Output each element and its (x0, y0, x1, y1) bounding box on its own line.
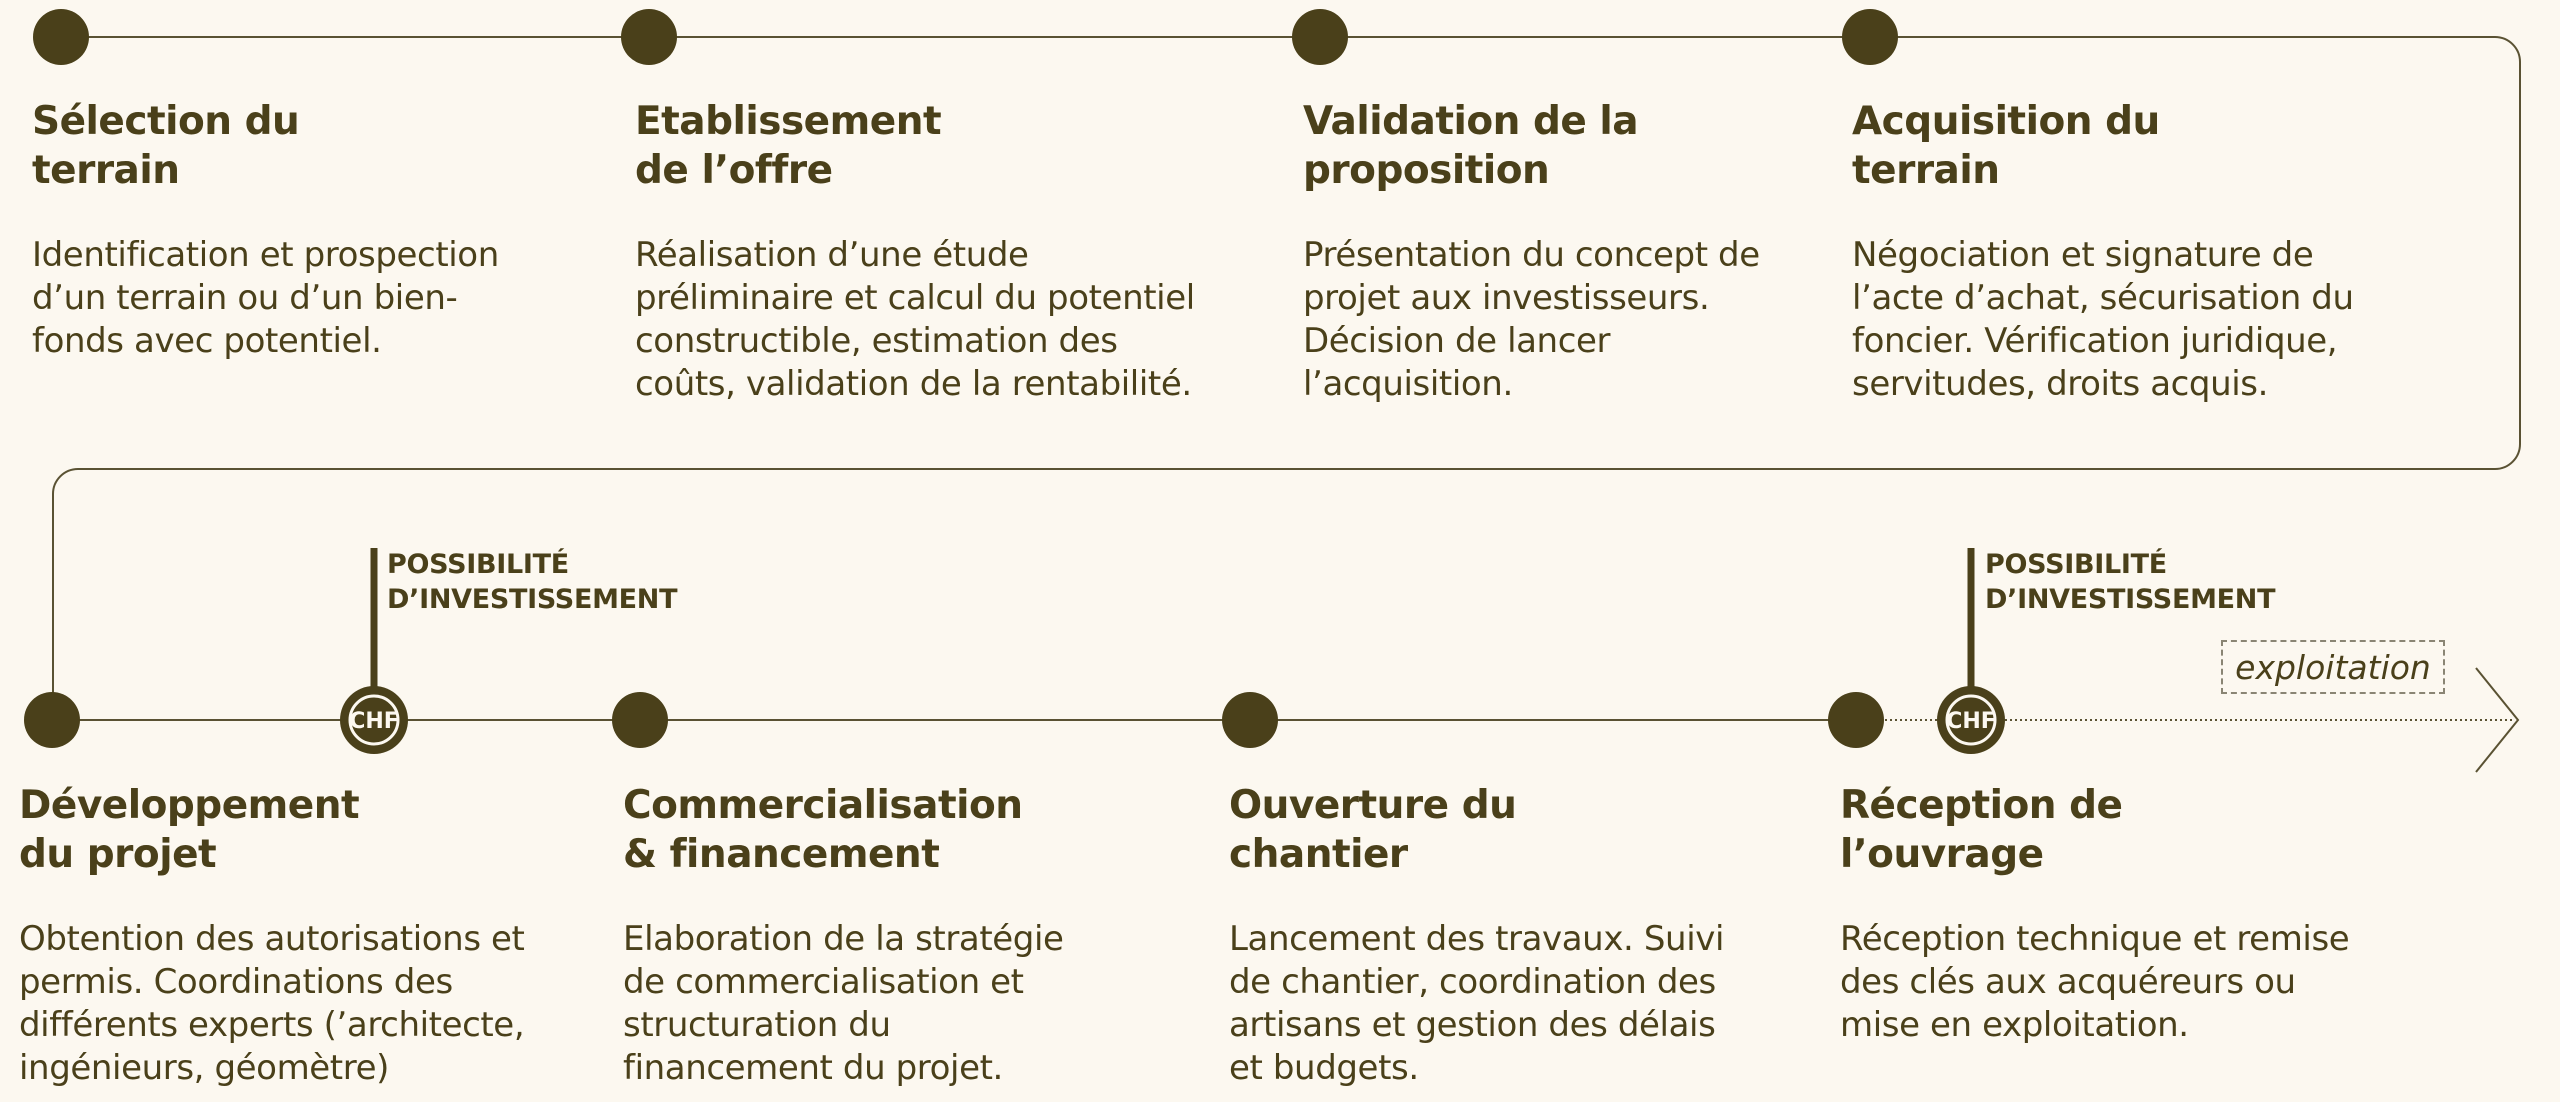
step-description: Réalisation d’une étude préliminaire et calcul du potentiel constructible, estimation des coûts, validation de la rentabilité. (635, 235, 1195, 404)
timeline-dot (1828, 692, 1884, 748)
step-description: Lancement des travaux. Suivi de chantier, coordination des artisans et gestion des délais et budgets. (1229, 919, 1725, 1088)
step-selection-terrain (32, 97, 592, 363)
step-description: Identification et prospection d’un terrain ou d’un bien- fonds avec potentiel. (32, 235, 499, 361)
step-acquisition-terrain (1852, 97, 2412, 406)
step-commercialisation-financement (623, 781, 1183, 1090)
step-title: Sélection du terrain (32, 99, 300, 193)
timeline-dot (1292, 9, 1348, 65)
chf-badge-text: CHF (349, 709, 399, 734)
timeline-dot (621, 9, 677, 65)
step-title: Acquisition du terrain (1852, 99, 2160, 193)
step-description: Obtention des autorisations et permis. Coordinations des différents experts (’architecte, ingénieurs, géomètre) (19, 919, 525, 1088)
timeline-dot (33, 9, 89, 65)
step-description: Négociation et signature de l’acte d’achat, sécurisation du foncier. Vérification juridique, servitudes, droits acquis. (1852, 235, 2354, 404)
step-validation-proposition (1303, 97, 1863, 406)
step-developpement-projet (19, 781, 579, 1090)
timeline-dot (612, 692, 668, 748)
timeline-dot (1222, 692, 1278, 748)
step-title: Validation de la proposition (1303, 99, 1639, 193)
step-title: Commercialisation & financement (623, 783, 1023, 877)
timeline-dot (1842, 9, 1898, 65)
step-etablissement-offre (635, 97, 1195, 406)
step-description: Elaboration de la stratégie de commercialisation et structuration du financement du projet. (623, 919, 1064, 1088)
investment-label: POSSIBILITÉ D’INVESTISSEMENT (387, 549, 678, 615)
step-title: Réception de l’ouvrage (1840, 783, 2123, 877)
exploitation-label: exploitation (2221, 640, 2445, 694)
step-reception-ouvrage (1840, 781, 2400, 1047)
timeline-dot (24, 692, 80, 748)
step-description: Réception technique et remise des clés aux acquéreurs ou mise en exploitation. (1840, 919, 2350, 1045)
chf-badge-text: CHF (1946, 709, 1996, 734)
step-ouverture-chantier (1229, 781, 1789, 1090)
step-title: Développement du projet (19, 783, 360, 877)
step-description: Présentation du concept de projet aux investisseurs. Décision de lancer l’acquisition. (1303, 235, 1760, 404)
step-title: Ouverture du chantier (1229, 783, 1517, 877)
step-title: Etablissement de l’offre (635, 99, 942, 193)
investment-label: POSSIBILITÉ D’INVESTISSEMENT (1985, 549, 2276, 615)
